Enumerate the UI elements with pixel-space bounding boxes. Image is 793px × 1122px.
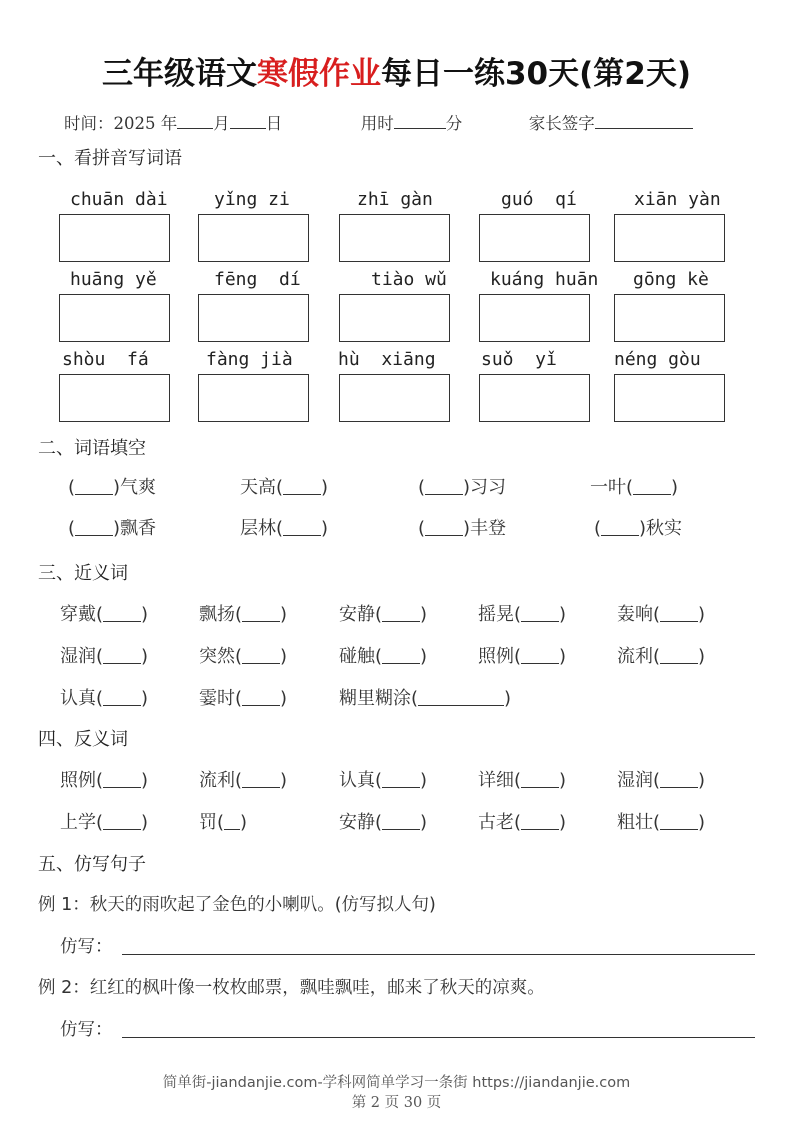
footer-site: 简单街-jiandanjie.com-学科网简单学习一条街 https://jiandanjie.com [162, 1075, 631, 1091]
fill-item: ( )飘香 [68, 518, 157, 539]
imitate-answer-line-2[interactable] [122, 1036, 755, 1038]
synonym-item: 穿戴( ) [60, 604, 149, 625]
pinyin: hù xiāng [338, 349, 436, 370]
antonym-item: 安静( ) [339, 812, 428, 833]
title-part3: 每日一练30天(第2天) [380, 56, 692, 92]
pinyin: zhī gàn [357, 189, 433, 210]
blank-field[interactable] [103, 605, 141, 622]
synonym-item: 霎时( ) [199, 688, 288, 709]
synonym-item: 飘扬( ) [199, 604, 288, 625]
answer-box[interactable] [479, 374, 590, 422]
blank-field[interactable] [103, 813, 141, 830]
answer-box[interactable] [614, 214, 725, 262]
blank-field[interactable] [242, 605, 280, 622]
title-part1: 三年级语文 [101, 56, 257, 92]
pinyin: huāng yě [70, 269, 157, 290]
time-label: 时间：2025 年 [64, 114, 178, 133]
blank-field[interactable] [601, 519, 639, 536]
blank-field[interactable] [242, 689, 280, 706]
page-number: 第 2 页 30 页 [351, 1095, 442, 1111]
answer-box[interactable] [59, 214, 170, 262]
antonym-item: 照例( ) [60, 770, 149, 791]
fill-item: 层林( ) [240, 518, 329, 539]
section2-heading: 二、词语填空 [38, 438, 146, 459]
blank-field[interactable] [521, 647, 559, 664]
blank-field[interactable] [242, 771, 280, 788]
blank-field[interactable] [103, 689, 141, 706]
antonym-item: 认真( ) [339, 770, 428, 791]
fill-item: 一叶( ) [590, 477, 679, 498]
minutes-label: 分 [445, 114, 463, 133]
antonym-item: 流利( ) [199, 770, 288, 791]
answer-box[interactable] [614, 374, 725, 422]
blank-field[interactable] [382, 647, 420, 664]
blank-field[interactable] [75, 519, 113, 536]
pinyin: guó qí [501, 189, 577, 210]
pinyin: fēng dí [214, 269, 301, 290]
blank-field[interactable] [283, 478, 321, 495]
imitate-label-1: 仿写： [60, 937, 113, 957]
antonym-item: 古老( ) [478, 812, 567, 833]
day-field[interactable] [230, 114, 266, 129]
answer-box[interactable] [59, 374, 170, 422]
title-highlight: 寒假作业 [256, 56, 381, 92]
blank-field[interactable] [633, 478, 671, 495]
parent-sign-label: 家长签字 [528, 114, 595, 133]
answer-box[interactable] [614, 294, 725, 342]
blank-field[interactable] [242, 647, 280, 664]
blank-field[interactable] [103, 647, 141, 664]
pinyin: suǒ yǐ [481, 349, 557, 370]
fill-item: ( )丰登 [418, 518, 507, 539]
blank-field[interactable] [382, 813, 420, 830]
pinyin: chuān dài [70, 189, 168, 210]
section5-heading: 五、仿写句子 [38, 854, 146, 875]
duration-label: 用时 [360, 114, 394, 133]
month-label: 月 [213, 114, 230, 133]
pinyin: tiào wǔ [371, 269, 447, 290]
blank-field[interactable] [660, 605, 698, 622]
synonym-item: 突然( ) [199, 646, 288, 667]
blank-field[interactable] [425, 478, 463, 495]
antonym-item: 上学( ) [60, 812, 149, 833]
imitate-label-2: 仿写： [60, 1020, 113, 1040]
section1-heading: 一、看拼音写词语 [38, 148, 182, 169]
example-1: 例 1：秋天的雨吹起了金色的小喇叭。(仿写拟人句) [38, 895, 436, 915]
answer-box[interactable] [479, 294, 590, 342]
fill-item: ( )习习 [418, 477, 507, 498]
blank-field[interactable] [521, 771, 559, 788]
synonym-item: 流利( ) [617, 646, 706, 667]
answer-box[interactable] [198, 214, 309, 262]
synonym-item: 安静( ) [339, 604, 428, 625]
pinyin: gōng kè [633, 269, 709, 290]
antonym-item: 罚( ) [199, 812, 248, 833]
blank-field[interactable] [521, 813, 559, 830]
parent-sign-field[interactable] [595, 114, 693, 129]
answer-box[interactable] [59, 294, 170, 342]
blank-field[interactable] [425, 519, 463, 536]
blank-field[interactable] [660, 771, 698, 788]
page-title [0, 48, 793, 93]
synonym-item: 摇晃( ) [478, 604, 567, 625]
antonym-item: 详细( ) [478, 770, 567, 791]
answer-box[interactable] [339, 214, 450, 262]
answer-box[interactable] [198, 374, 309, 422]
section3-heading: 三、近义词 [38, 563, 128, 584]
fill-item: ( )气爽 [68, 477, 157, 498]
blank-field[interactable] [382, 605, 420, 622]
antonym-item: 湿润( ) [617, 770, 706, 791]
synonym-item: 碰触( ) [339, 646, 428, 667]
blank-field[interactable] [103, 771, 141, 788]
synonym-item: 照例( ) [478, 646, 567, 667]
duration-field[interactable] [394, 114, 446, 129]
blank-field[interactable] [521, 605, 559, 622]
answer-box[interactable] [198, 294, 309, 342]
pinyin: yǐng zi [214, 189, 290, 210]
antonym-item: 粗壮( ) [617, 812, 706, 833]
synonym-item: 轰响( ) [617, 604, 706, 625]
fill-item: ( )秋实 [594, 518, 683, 539]
synonym-item: 认真( ) [60, 688, 149, 709]
answer-box[interactable] [339, 374, 450, 422]
blank-field[interactable] [660, 647, 698, 664]
blank-field[interactable] [283, 519, 321, 536]
pinyin: shòu fá [62, 349, 149, 370]
blank-field[interactable] [660, 813, 698, 830]
imitate-answer-line-1[interactable] [122, 953, 755, 955]
example-2: 例 2：红红的枫叶像一枚枚邮票，飘哇飘哇，邮来了秋天的凉爽。 [38, 978, 545, 998]
pinyin: kuáng huān [490, 269, 599, 290]
day-label: 日 [265, 114, 283, 133]
month-field[interactable] [177, 114, 213, 129]
pinyin: fàng jià [206, 349, 293, 370]
blank-field[interactable] [418, 689, 504, 706]
pinyin: néng gòu [614, 349, 701, 370]
answer-box[interactable] [479, 214, 590, 262]
answer-box[interactable] [339, 294, 450, 342]
fill-item: 天高( ) [240, 477, 329, 498]
pinyin: xiān yàn [634, 189, 721, 210]
synonym-item: 湿润( ) [60, 646, 149, 667]
blank-field[interactable] [224, 813, 240, 830]
synonym-item: 糊里糊涂( ) [339, 688, 512, 709]
section4-heading: 四、反义词 [38, 729, 128, 750]
blank-field[interactable] [75, 478, 113, 495]
meta-row [64, 110, 693, 134]
blank-field[interactable] [382, 771, 420, 788]
